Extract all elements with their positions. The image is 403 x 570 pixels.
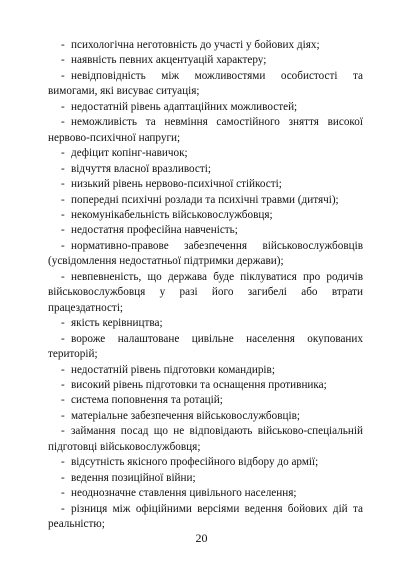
list-bullet: - [61, 100, 65, 113]
list-item-text: недостатній рівень підготовки командирів; [71, 363, 275, 376]
list-bullet: - [61, 224, 65, 237]
list-item-text: різниця між офіційними версіями ведення бойових дій та реальністю; [48, 502, 363, 531]
list-item-text: високий рівень підготовки та оснащення противника; [71, 378, 327, 391]
list-item [48, 69, 363, 100]
list-bullet: - [61, 456, 65, 469]
list-item-text: попередні психічні розлади та психічні травми (дитячі); [71, 193, 339, 206]
list-bullet: - [61, 54, 65, 67]
list-item [48, 239, 363, 270]
list-item-text: вороже налаштоване цивільне населення окупованих територій; [48, 332, 363, 361]
list-item-text: дефіцит копінг-навичок; [71, 147, 188, 160]
list-item [48, 115, 363, 146]
list-item [48, 177, 363, 192]
list-bullet: - [61, 487, 65, 500]
list-item [48, 38, 363, 53]
list-item-text: наявність певних акцентуацій характеру; [71, 54, 267, 67]
list-item [48, 162, 363, 177]
list-item [48, 223, 363, 238]
list-item-text: нормативно-правове забезпечення військовослужбовців (усвідомлення недостатньої підтримки держави); [48, 239, 363, 268]
list-item-text: невідповідність між можливостями особистості та вимогами, які висуває ситуація; [48, 69, 363, 98]
list-item-text: система поповнення та ротацій; [71, 394, 223, 407]
list-item [48, 208, 363, 223]
list-bullet: - [61, 425, 65, 438]
list-item [48, 409, 363, 424]
list-item [48, 378, 363, 393]
list-item-text: низький рівень нервово-психічної стійкості; [71, 178, 282, 191]
list-item [48, 146, 363, 161]
list-bullet: - [61, 363, 65, 376]
list-item [48, 455, 363, 470]
list-item [48, 424, 363, 455]
list-item-text: матеріальне забезпечення військовослужбовців; [71, 409, 300, 422]
list-item-text: займання посад що не відповідають військово-спеціальній підготовці військовослужбовця; [48, 425, 363, 453]
list-bullet: - [61, 409, 65, 422]
list-bullet: - [61, 147, 65, 160]
list-bullet: - [61, 239, 65, 252]
list-bullet: - [61, 193, 65, 206]
list-item-text: невпевненість, що держава буде піклуватися про родичів військовослужбовця у разі його загибелі або втрати працездатності; [48, 270, 363, 314]
list-item-text: неможливість та невміння самостійного зняття високої нервово-психічної напруги; [48, 116, 363, 144]
list-bullet: - [61, 378, 65, 391]
list-item [48, 486, 363, 501]
list-bullet: - [61, 162, 65, 175]
list-bullet: - [61, 39, 65, 51]
list-item-text: відчуття власної вразливості; [71, 162, 211, 175]
list-item [48, 100, 363, 115]
list-bullet: - [61, 394, 65, 407]
list-item [48, 363, 363, 378]
list-item [48, 332, 363, 363]
list-item-text: неоднозначне ставлення цивільного населення; [71, 487, 297, 500]
page-number: 20 [195, 531, 208, 545]
list-bullet: - [61, 69, 65, 82]
list-bullet: - [61, 270, 65, 283]
list-bullet: - [61, 208, 65, 221]
list-item [48, 270, 363, 316]
list-bullet: - [61, 178, 65, 191]
list-item-text: некомунікабельність військовослужбовця; [71, 208, 273, 221]
list-item [48, 316, 363, 331]
list-bullet: - [61, 116, 65, 129]
list-bullet: - [61, 502, 65, 515]
list-item [48, 393, 363, 408]
list-item-text: психологічна неготовність до участі у бойових діях; [71, 39, 320, 51]
list-bullet: - [61, 332, 65, 345]
list-item [48, 502, 363, 533]
list-bullet: - [61, 471, 65, 484]
list-item-text: якість керівництва; [71, 317, 163, 330]
list-item [48, 193, 363, 208]
list-bullet: - [61, 317, 65, 330]
factor-list [48, 38, 363, 533]
list-item-text: недостатня професійна навченість; [71, 224, 238, 237]
list-item-text: відсутність якісного професійного відбору до армії; [71, 456, 319, 469]
list-item-text: недостатній рівень адаптаційних можливостей; [71, 100, 298, 113]
list-item [48, 471, 363, 486]
list-item-text: ведення позиційної війни; [71, 471, 196, 484]
list-item [48, 53, 363, 68]
